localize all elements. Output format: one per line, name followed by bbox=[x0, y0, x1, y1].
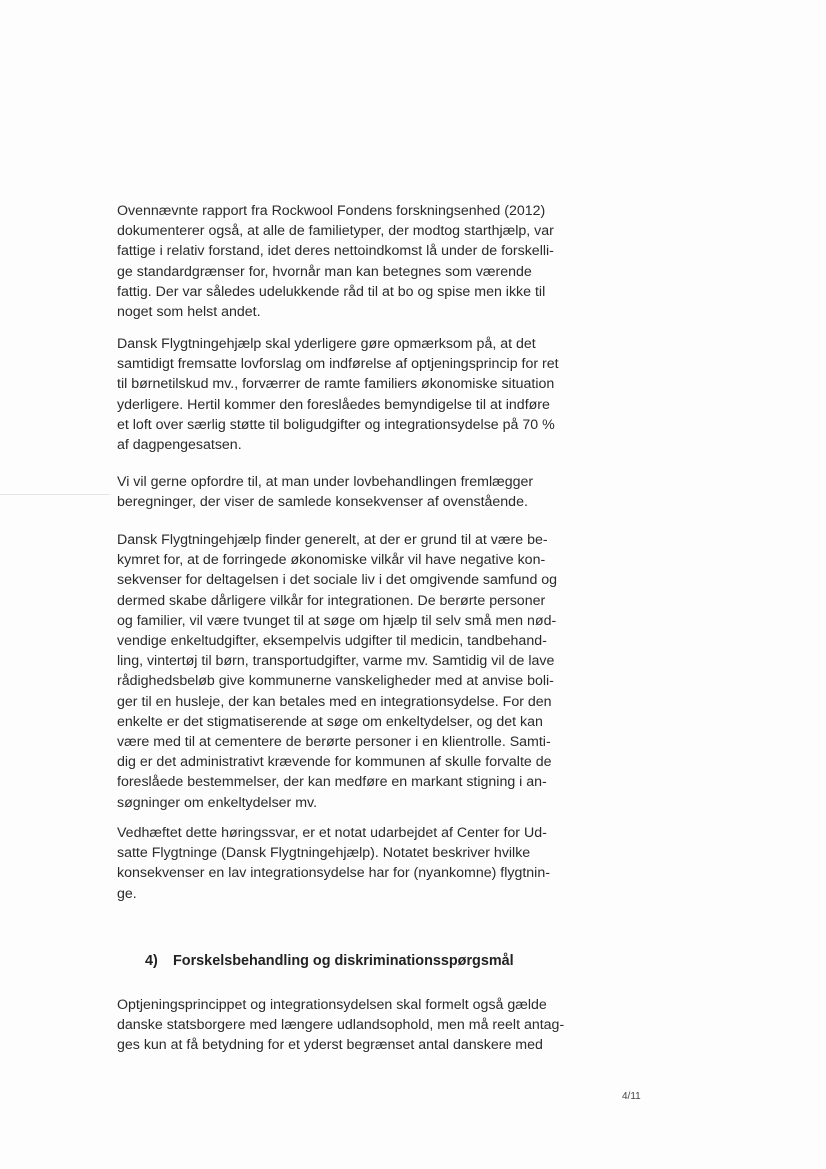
text-line: ling, vintertøj til børn, transportudgifter, varme mv. Samtidig vil de lave bbox=[117, 653, 555, 670]
text-line: satte Flygtninge (Dansk Flygtningehjælp). Notatet beskriver hvilke bbox=[117, 845, 531, 862]
paragraph-rockwool-report bbox=[117, 201, 587, 322]
section-number: 4) bbox=[145, 953, 158, 969]
section-title: Forskelsbehandling og diskriminationsspørgsmål bbox=[173, 953, 514, 969]
text-line: ge. bbox=[117, 885, 137, 902]
text-line: et loft over særlig støtte til boligudgifter og integrationsydelse på 70 % bbox=[117, 416, 555, 433]
text-line: Vi vil gerne opfordre til, at man under lovbehandlingen fremlægger bbox=[117, 474, 534, 490]
text-line: samtidigt fremsatte lovforslag om indførelse af optjeningsprincip for ret bbox=[117, 356, 559, 373]
text-line: noget som helst andet. bbox=[117, 304, 261, 321]
section-heading bbox=[145, 953, 514, 969]
text-line: Optjeningsprincippet og integrationsydelsen skal formelt også gælde bbox=[117, 997, 547, 1013]
text-line: Dansk Flygtningehjælp finder generelt, at der er grund til at være be- bbox=[117, 532, 548, 548]
text-line: være med til at cementere de berørte personer i en klientrolle. Samti- bbox=[117, 734, 551, 751]
text-line: Ovennævnte rapport fra Rockwool Fondens forskningsenhed (2012) bbox=[117, 203, 546, 219]
text-line: Dansk Flygtningehjælp skal yderligere gøre opmærksom på, at det bbox=[117, 336, 536, 352]
paragraph-integration-concerns bbox=[117, 530, 587, 813]
text-line: rådighedsbeløb give kommunerne vanskeligheder med at anvise boli- bbox=[117, 673, 554, 690]
text-line: til børnetilskud mv., forværrer de ramte familiers økonomiske situation bbox=[117, 376, 555, 393]
scan-artifact-line bbox=[0, 494, 110, 495]
text-line: sekvenser for deltagelsen i det sociale liv i det omgivende samfund og bbox=[117, 572, 558, 589]
text-line: dig er det administrativt krævende for kommunen af skulle forvalte de bbox=[117, 754, 552, 771]
text-line: foreslåede bestemmelser, der kan medføre en markant stigning i an- bbox=[117, 774, 547, 791]
text-line: vendige enkeltudgifter, eksempelvis udgifter til medicin, tandbehand- bbox=[117, 633, 547, 650]
text-line: dermed skabe dårligere vilkår for integrationen. De berørte personer bbox=[117, 592, 546, 609]
text-line: danske statsborgere med længere udlandsophold, men må reelt antag- bbox=[117, 1017, 565, 1034]
text-line: yderligere. Hertil kommer den foreslåedes bemyndigelse til at indføre bbox=[117, 396, 550, 413]
text-line: fattige i relativ forstand, idet deres nettoindkomst lå under de forskelli- bbox=[117, 243, 554, 260]
text-line: og familier, vil være tvunget til at søge om hjælp til selv små men nød- bbox=[117, 612, 557, 629]
text-line: kymret for, at de forringede økonomiske vilkår vil have negative kon- bbox=[117, 552, 546, 569]
text-line: enkelte er det stigmatiserende at søge om enkeltydelser, og det kan bbox=[117, 713, 543, 730]
text-line: ger til en husleje, der kan betales med en integrationsydelse. For den bbox=[117, 693, 552, 710]
paragraph-attached-note bbox=[117, 823, 587, 904]
text-line: beregninger, der viser de samlede konsekvenser af ovenstående. bbox=[117, 494, 528, 511]
text-line: ges kun at få betydning for et yderst begrænset antal danskere med bbox=[117, 1037, 543, 1054]
text-line: af dagpengesatsen. bbox=[117, 437, 242, 454]
text-line: fattig. Der var således udelukkende råd til at bo og spise men ikke til bbox=[117, 283, 546, 300]
paragraph-section-intro bbox=[117, 995, 587, 1056]
page-number: 4/11 bbox=[622, 1091, 641, 1102]
text-line: søgninger om enkeltydelser mv. bbox=[117, 794, 318, 811]
text-line: Vedhæftet dette høringssvar, er et notat udarbejdet af Center for Ud- bbox=[117, 825, 547, 841]
text-line: dokumenterer også, at alle de familietyper, der modtog starthjælp, var bbox=[117, 223, 554, 240]
paragraph-earning-principle bbox=[117, 334, 587, 455]
text-line: konsekvenser en lav integrationsydelse har for (nyankomne) flygtnin- bbox=[117, 865, 550, 882]
text-line: ge standardgrænser for, hvornår man kan betegnes som værende bbox=[117, 263, 532, 280]
paragraph-call-for-calculations bbox=[117, 472, 587, 512]
